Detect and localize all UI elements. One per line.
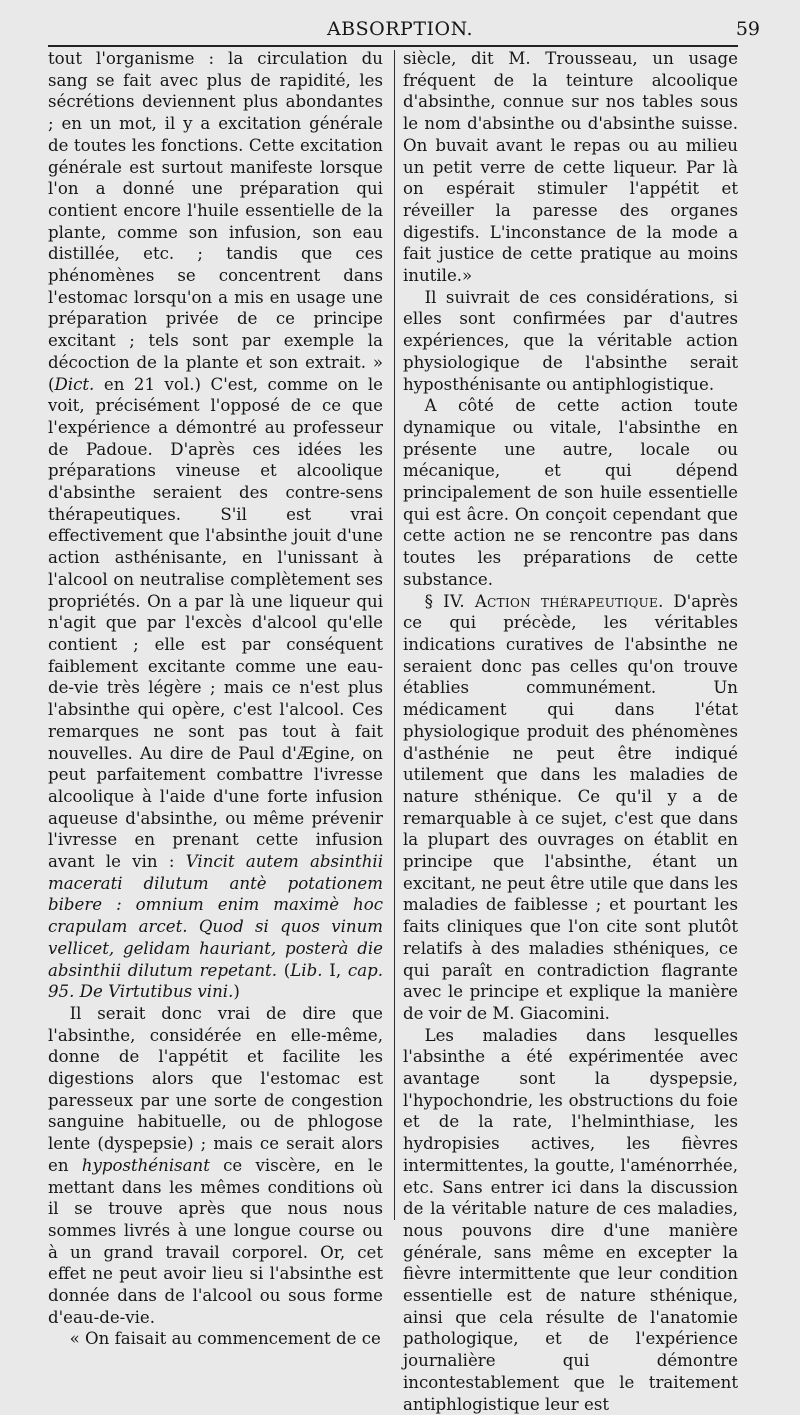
right-column — [403, 48, 738, 1415]
reference-lib: Lib. — [290, 960, 323, 980]
text-run: tout l'organisme : la circulation du sang se fait avec plus de rapidité, les sécrétions deviennent plus abondantes ; en un mot, il y a excitation générale de toutes les fonctions. Cette excitation générale est surtout manifeste lorsque l'on a donné une préparation qui contient encore l'huile essentielle de la plante, comme son infusion, son eau distillée, etc. ; tandis que ces phénomènes se concentrent dans l'estomac lorsqu'on a mis en usage une préparation privée de ce principe excitant ; tels sont par exemple la décoction de la plante et son extrait. » ( — [48, 49, 383, 394]
running-head — [0, 16, 800, 46]
right-paragraph-3: A côté de cette action toute dynamique ou vitale, l'absinthe en présente une autre, locale ou mécanique, et qui dépend principalement de son huile essentielle qui est âcre. On conçoit cependant que cette action ne se rencontre pas dans toutes les préparations de cette substance. — [403, 396, 738, 589]
left-column — [48, 48, 383, 1350]
right-paragraph-2: Il suivrait de ces considérations, si elles sont confirmées par d'autres expériences, que la véritable action physiologique de l'absinthe serait hyposthénisante ou antiphlogistique. — [403, 287, 738, 394]
section-heading: § IV. Action thérapeutique. — [424, 591, 664, 611]
text-run: I, — [322, 960, 348, 980]
italic-term: hyposthénisant — [81, 1155, 210, 1175]
header-rule — [48, 45, 738, 47]
page-number: 59 — [735, 18, 760, 40]
text-run: en 21 vol.) C'est, comme on le voit, précisément l'opposé de ce que l'expérience a démontré au professeur de Padoue. D'après ces idées les préparations vineuse et alcoolique d'absinthe seraient des contre-sens thérapeutiques. S'il est vrai effectivement que l'absinthe jouit d'une action asthénisante, en l'unissant à l'alcool on neutralise complètement ses propriétés. On a par là une liqueur qui n'agit que par l'excès d'alcool qu'elle contient ; elle est par conséquent faiblement excitante comme une eau-de-vie très légère ; mais ce n'est plus l'absinthe qui opère, c'est l'alcool. Ces remarques ne sont pas tout à fait nouvelles. Au dire de Paul d'Ægine, on peut parfaitement combattre l'ivresse alcoolique à l'aide d'une forte infusion aqueuse d'absinthe, ou même prévenir l'ivresse en prenant cette infusion avant le vin : — [48, 374, 383, 872]
text-run: ) — [233, 982, 240, 1002]
left-paragraph-2 — [48, 1003, 383, 1329]
text-run: Il serait donc vrai de dire que l'absinthe, considérée en elle-même, donne de l'appétit et facilite les digestions alors que l'estomac est paresseux par une sorte de congestion sanguine habituelle, ou de phlogose lente (dyspepsie) ; mais ce serait alors en — [48, 1003, 383, 1175]
running-title: ABSORPTION. — [326, 18, 474, 40]
latin-quote: Vincit autem absinthii macerati dilutum antè potationem bibere : omnium enim maximè hoc crapulam arcet. Quod si quos vinum vellicet, gelidam hauriant, posterà die absinthii dilutum repetant. — [48, 852, 384, 980]
reference-cap: cap. 95. De Virtutibus vini. — [48, 960, 383, 1002]
citation-italic: Dict. — [54, 374, 95, 394]
left-paragraph-1 — [48, 48, 383, 1003]
left-paragraph-3: « On faisait au commencement de ce — [69, 1329, 381, 1349]
text-run: ( — [276, 960, 291, 980]
right-paragraph-4 — [403, 591, 738, 1025]
right-paragraph-5: Les maladies dans lesquelles l'absinthe a été expérimentée avec avantage sont la dyspepsie, l'hypochondrie, les obstructions du foie et de la rate, l'helminthiase, les hydropisies actives, les fièvres intermittentes, la goutte, l'aménorrhée, etc. Sans entrer ici dans la discussion de la véritable nature de ces maladies, nous pouvons dire d'une manière générale, sans même en excepter la fièvre intermittente que leur condition essentielle est de nature sthénique, ainsi que cela résulte de l'anatomie pathologique, et de l'expérience journalière qui démontre incontestablement que le traitement antiphlogistique leur est — [403, 1025, 738, 1414]
text-run: ce viscère, en le mettant dans les mêmes conditions où il se trouve après que nous nous sommes livrés à une longue course ou à un grand travail corporel. Or, cet effet ne peut avoir lieu si l'absinthe est donnée dans de l'alcool ou sous forme d'eau-de-vie. — [48, 1155, 383, 1327]
text-run: D'après ce qui précède, les véritables indications curatives de l'absinthe ne seraient donc pas celles qu'on trouve établies communément. Un médicament qui dans l'état physiologique produit des phénomènes d'asthénie ne peut être indiqué utilement que dans les maladies de nature sthénique. Ce qu'il y a de remarquable à ce sujet, c'est que dans la plupart des ouvrages on établit en principe que l'absinthe, étant un excitant, ne peut être utile que dans les maladies de faiblesse ; et pourtant les faits cliniques que l'on cite sont plutôt relatifs à des maladies sthéniques, ce qui paraît en contradiction flagrante avec le principe et explique la manière de voir de M. Giacomini. — [403, 591, 738, 1023]
column-divider — [394, 50, 395, 1220]
right-paragraph-1: siècle, dit M. Trousseau, un usage fréquent de la teinture alcoolique d'absinthe, connue sur nos tables sous le nom d'absinthe ou d'absinthe suisse. On buvait avant le repas ou au milieu un petit verre de cette liqueur. Par là on espérait stimuler l'appétit et réveiller la paresse des organes digestifs. L'inconstance de la mode a fait justice de cette pratique au moins inutile.» — [403, 49, 738, 286]
